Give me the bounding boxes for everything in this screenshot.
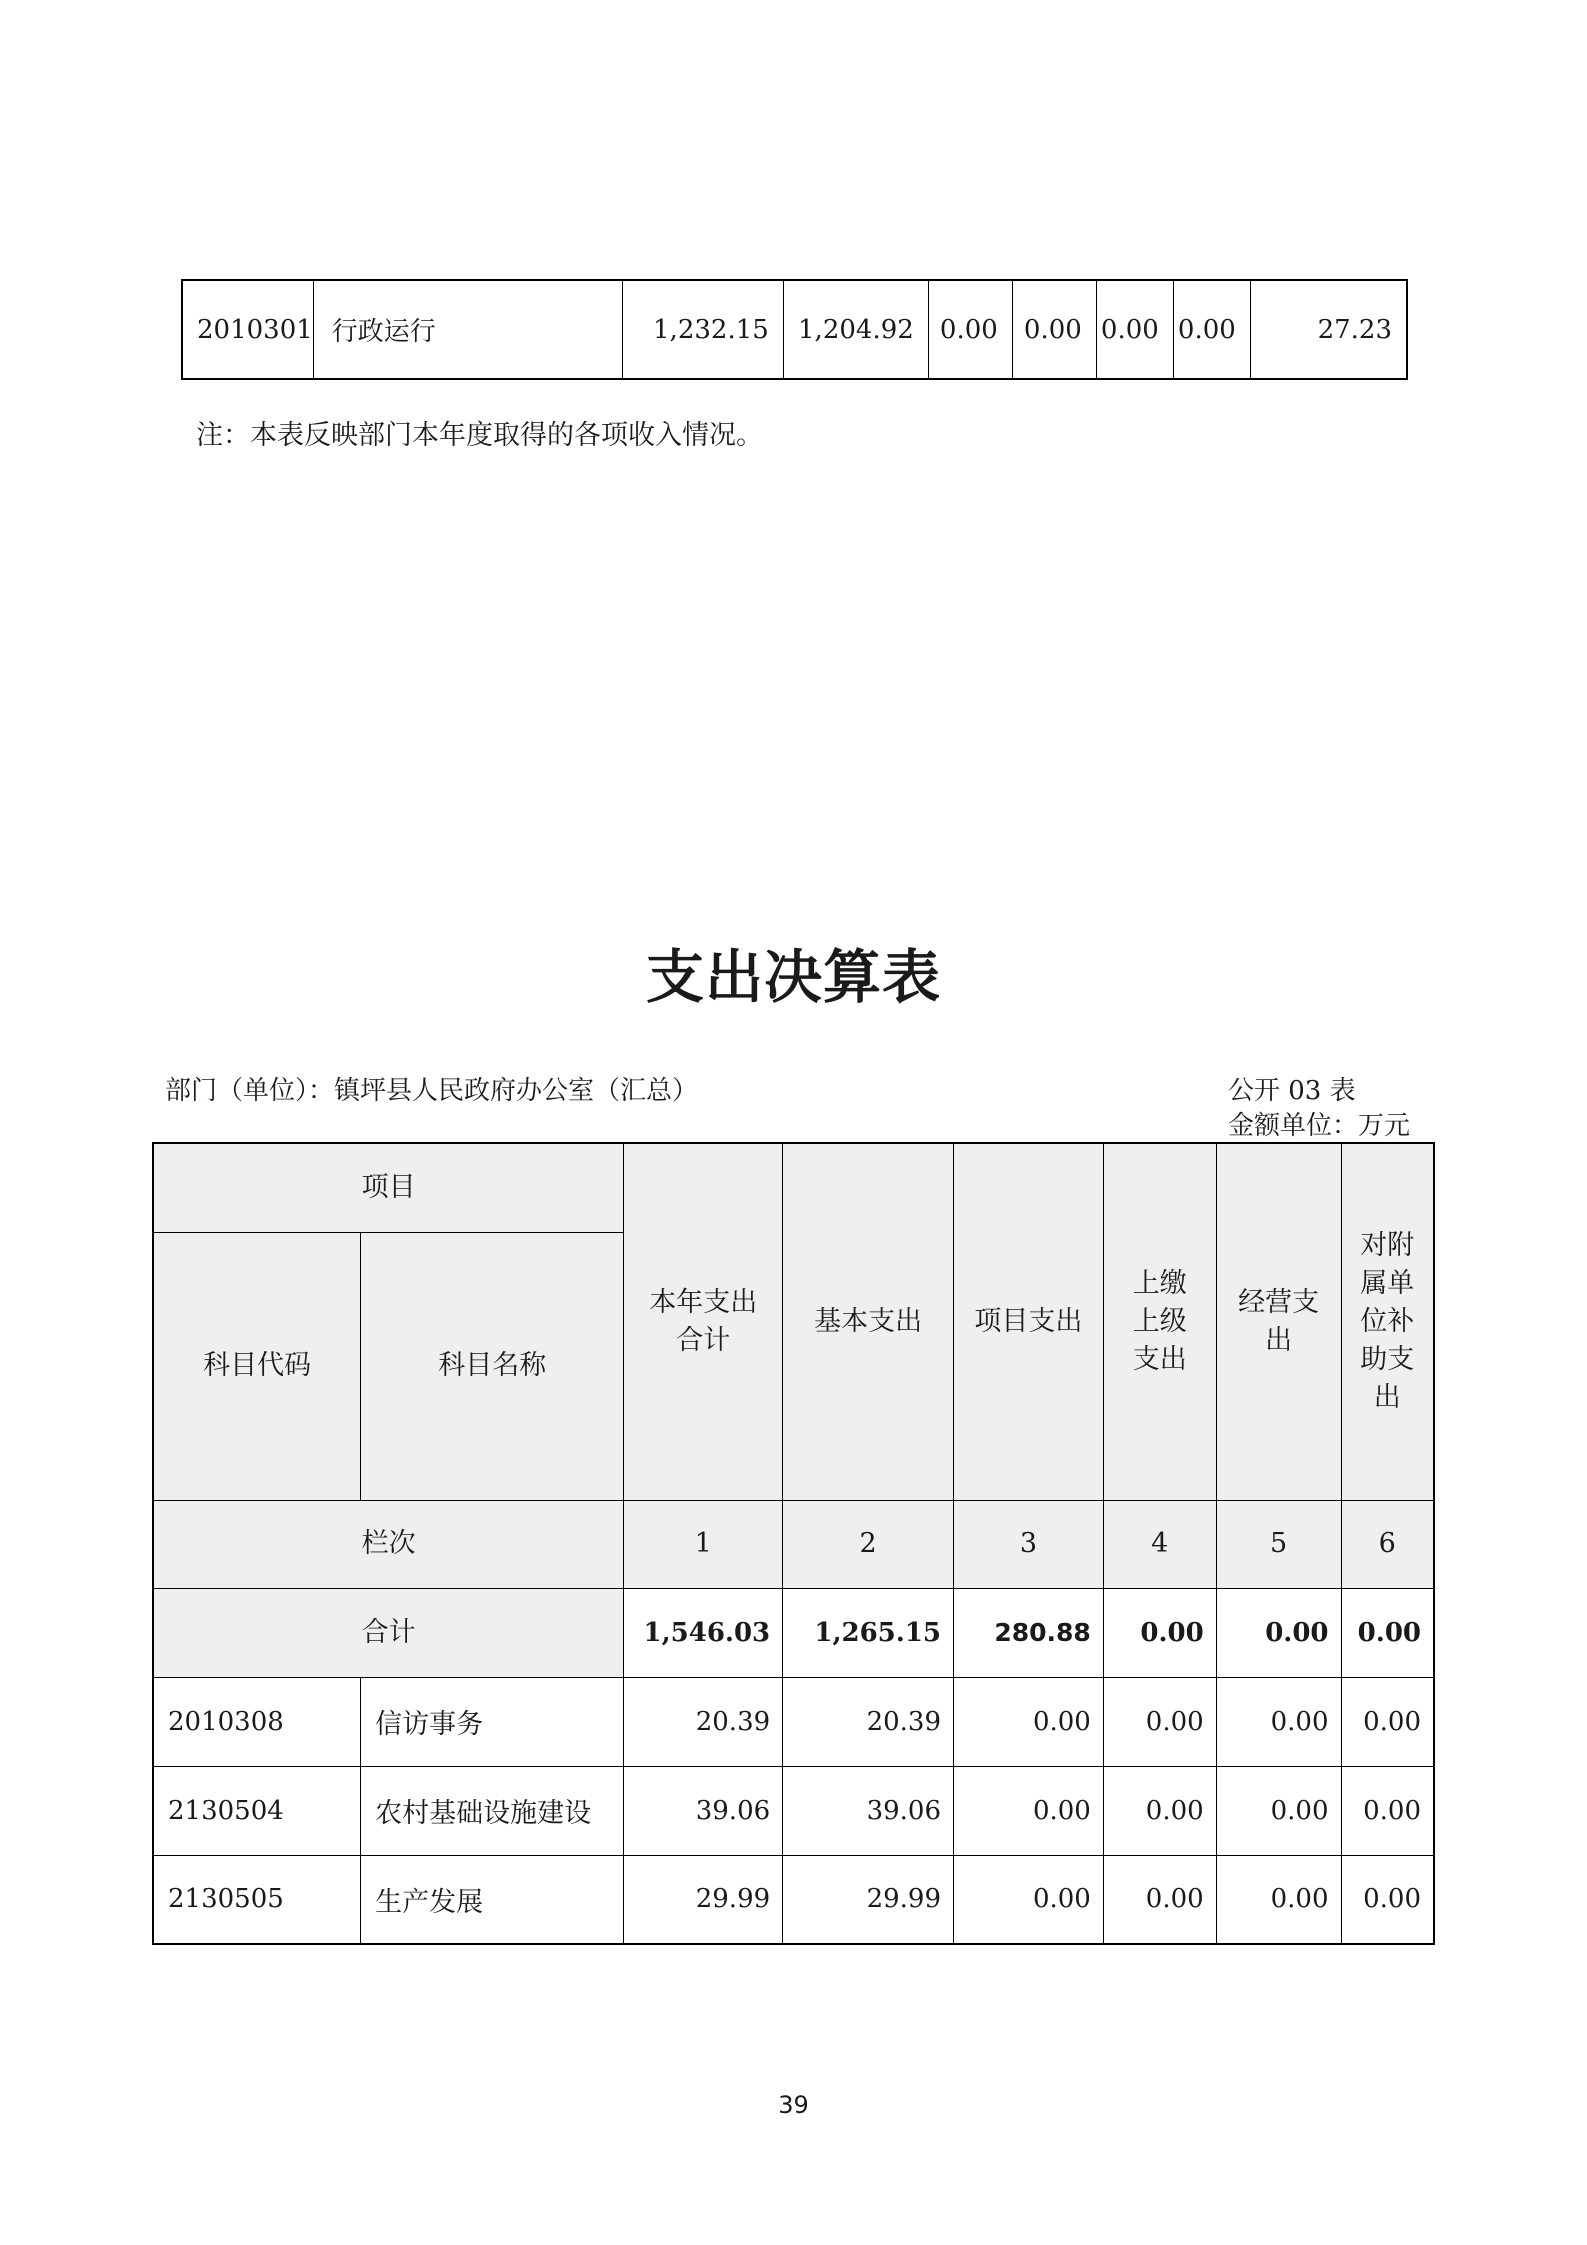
value-cell: 0.00 [1173,280,1250,379]
table-row [182,280,1407,379]
value-cell: 39.06 [624,1766,783,1855]
value-cell: 29.99 [783,1855,954,1944]
page-number: 39 [778,2091,809,2119]
table-row [153,1766,1434,1855]
value-cell: 0.00 [954,1677,1104,1766]
value-cell: 20.39 [624,1677,783,1766]
index-cell: 6 [1341,1500,1434,1588]
subject-code: 2130504 [153,1766,361,1855]
subject-code: 2010301 [182,280,313,379]
index-label: 栏次 [153,1500,624,1588]
table-row [153,1855,1434,1944]
total-row [153,1588,1434,1677]
value-cell: 0.00 [1216,1766,1341,1855]
header-subject-name: 科目名称 [361,1232,624,1500]
header-basic-expenditure: 基本支出 [783,1143,954,1500]
header-item: 项目 [153,1143,624,1232]
value-cell: 1,232.15 [622,280,783,379]
header-project-expenditure: 项目支出 [954,1143,1104,1500]
value-cell: 29.99 [624,1855,783,1944]
index-cell: 5 [1216,1500,1341,1588]
header-remit-superior [1103,1143,1216,1500]
value-cell: 0.00 [1103,1766,1216,1855]
subject-code: 2010308 [153,1677,361,1766]
expenditure-table [152,1142,1435,1945]
value-cell: 0.00 [1096,280,1173,379]
index-row [153,1500,1434,1588]
index-cell: 2 [783,1500,954,1588]
value-cell: 20.39 [783,1677,954,1766]
total-label: 合计 [153,1588,624,1677]
header-total-expenditure [624,1143,783,1500]
subject-code: 2130505 [153,1855,361,1944]
department-label: 部门（单位）：镇坪县人民政府办公室（汇总） [165,1076,699,1106]
total-cell: 280.88 [954,1588,1104,1677]
value-cell: 0.00 [954,1766,1104,1855]
value-cell: 0.00 [1012,280,1096,379]
index-cell: 1 [624,1500,783,1588]
value-cell: 0.00 [1341,1677,1434,1766]
subject-name: 行政运行 [313,280,622,379]
total-cell: 0.00 [1216,1588,1341,1677]
header-subsidiary-subsidy [1341,1143,1434,1500]
previous-table-continuation [181,279,1408,380]
table-note: 注：本表反映部门本年度取得的各项收入情况。 [196,420,763,451]
total-cell: 0.00 [1103,1588,1216,1677]
table-row [153,1677,1434,1766]
value-cell: 0.00 [1216,1855,1341,1944]
subject-name: 农村基础设施建设 [361,1766,624,1855]
value-cell: 0.00 [1103,1855,1216,1944]
total-cell: 0.00 [1341,1588,1434,1677]
value-cell: 0.00 [1341,1766,1434,1855]
value-cell: 0.00 [928,280,1012,379]
total-cell: 1,265.15 [783,1588,954,1677]
value-cell: 0.00 [1216,1677,1341,1766]
header-label: 对附属单位补助支出 [1360,1229,1415,1413]
value-cell: 27.23 [1250,280,1407,379]
header-label: 经营支出 [1238,1286,1320,1356]
index-cell: 3 [954,1500,1104,1588]
header-label: 本年支出合计 [649,1286,758,1356]
value-cell: 1,204.92 [783,280,928,379]
header-subject-code: 科目代码 [153,1232,361,1500]
header-operating-expenditure [1216,1143,1341,1500]
page-title: 支出决算表 [645,943,941,1011]
value-cell: 39.06 [783,1766,954,1855]
form-number: 公开 03 表 [1228,1076,1356,1106]
header-label: 上缴上级支出 [1132,1267,1187,1375]
value-cell: 0.00 [954,1855,1104,1944]
amount-unit: 金额单位：万元 [1228,1111,1411,1141]
header-row [153,1143,1434,1232]
value-cell: 0.00 [1341,1855,1434,1944]
total-cell: 1,546.03 [624,1588,783,1677]
subject-name: 信访事务 [361,1677,624,1766]
value-cell: 0.00 [1103,1677,1216,1766]
index-cell: 4 [1103,1500,1216,1588]
subject-name: 生产发展 [361,1855,624,1944]
